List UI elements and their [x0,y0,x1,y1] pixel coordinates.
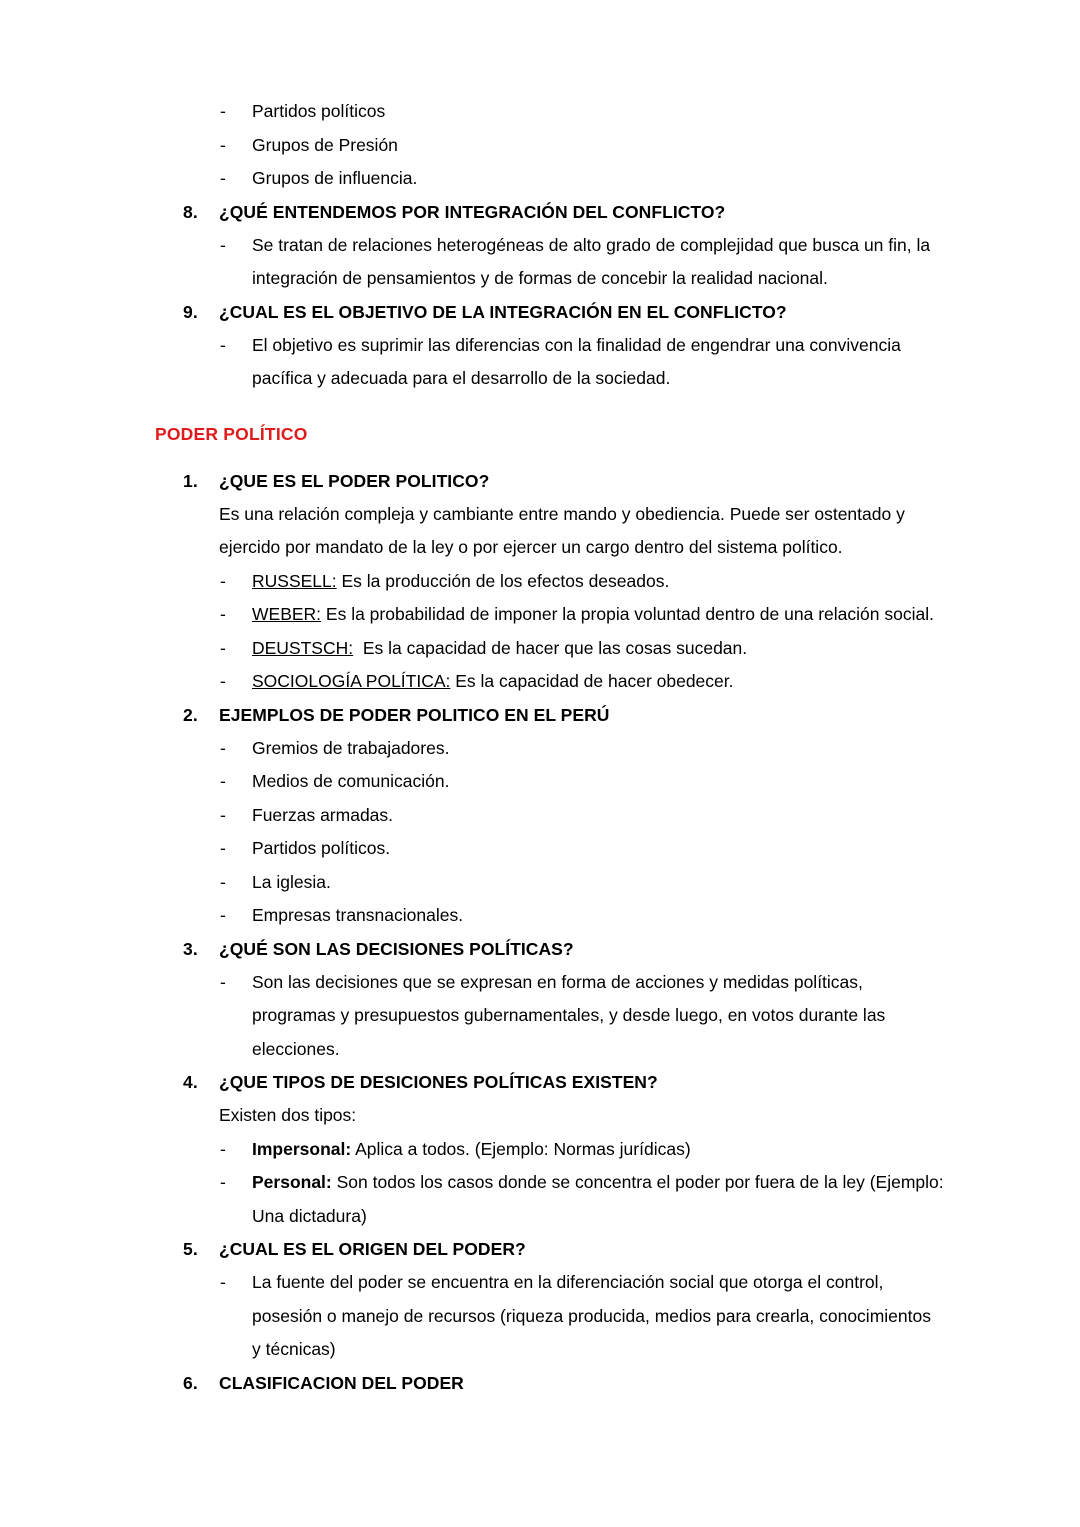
dash-bullet-icon: - [220,905,226,925]
dash-bullet-icon: - [220,971,226,992]
question-9 [0,296,1080,329]
question-number: 1. [183,470,198,491]
question-number: 5. [183,1239,198,1259]
question-number: 6. [183,1372,198,1393]
definition-text: Es la capacidad de hacer que las cosas sucedan. [353,637,748,658]
list-item [0,899,1080,933]
question-title: ¿CUAL ES EL OBJETIVO DE LA INTEGRACIÓN EN EL CONFLICTO? [219,301,787,322]
question-number: 2. [183,704,198,725]
dash-bullet-icon: - [220,871,226,892]
dash-bullet-icon: - [220,737,226,758]
answer-text: Se tratan de relaciones heterogéneas de alto grado de complejidad que busca un fin, la integración de pensamientos y de formas de concebir la realidad nacional. [252,234,931,288]
type-term: Personal: [252,1172,332,1192]
type-item [0,1166,1080,1233]
dash-bullet-icon: - [220,671,226,691]
answer-paragraph: Existen dos tipos: [219,1105,357,1125]
question-4 [0,1066,1080,1099]
question-number: 8. [183,201,198,222]
question-title: ¿CUAL ES EL ORIGEN DEL PODER? [219,1239,526,1259]
list-item [0,765,1080,799]
top-margin [0,0,1080,95]
question-number: 9. [183,301,198,322]
definition-item [0,598,1080,632]
dash-bullet-icon: - [220,771,226,791]
question-title: ¿QUE ES EL PODER POLITICO? [219,470,490,491]
question-title: ¿QUÉ SON LAS DECISIONES POLÍTICAS? [219,938,574,959]
answer-item [0,329,1080,396]
definition-text: Es la probabilidad de imponer la propia voluntad dentro de una relación social. [321,604,934,624]
dash-bullet-icon: - [220,838,226,858]
type-item [0,1133,1080,1167]
question-number: 3. [183,938,198,959]
question-5 [0,1233,1080,1266]
list-item [0,162,1080,196]
type-term: Impersonal: [252,1138,352,1159]
list-item-text: Grupos de influencia. [252,168,418,188]
dash-bullet-icon: - [220,604,226,624]
question-title: CLASIFICACION DEL PODER [219,1372,464,1393]
question-title: ¿QUE TIPOS DE DESICIONES POLÍTICAS EXISTEN? [219,1072,658,1092]
question-number: 4. [183,1072,198,1092]
answer-item [0,1266,1080,1367]
question-title: ¿QUÉ ENTENDEMOS POR INTEGRACIÓN DEL CONFLICTO? [219,201,726,222]
dash-bullet-icon: - [220,1172,226,1192]
definition-item [0,632,1080,666]
list-item-text: Medios de comunicación. [252,771,450,791]
definition-text: Es la capacidad de hacer obedecer. [450,671,734,691]
question-6 [0,1367,1080,1400]
definition-text: Es la producción de los efectos deseados. [336,570,670,591]
list-item-text: Partidos políticos. [252,838,391,858]
definition-term: RUSSELL: [252,570,337,591]
definition-term: SOCIOLOGÍA POLÍTICA: [252,671,451,691]
top-bullet-list [0,95,1080,196]
dash-bullet-icon: - [220,334,226,355]
definition-term: WEBER: [252,604,322,624]
definition-term: DEUSTSCH: [252,637,354,658]
question-8 [0,196,1080,229]
dash-bullet-icon: - [220,1272,226,1292]
dash-bullet-icon: - [220,168,226,188]
dash-bullet-icon: - [220,804,226,825]
answer-text: El objetivo es suprimir las diferencias con la finalidad de engendrar una convivencia pacífica y adecuada para el desarrollo de la sociedad. [252,334,901,388]
definition-item [0,565,1080,599]
question-title: EJEMPLOS DE PODER POLITICO EN EL PERÚ [219,704,610,725]
definition-item [0,665,1080,699]
dash-bullet-icon: - [220,134,226,155]
list-item [0,832,1080,866]
list-item-text: Grupos de Presión [252,134,398,155]
list-item [0,129,1080,163]
list-item-text: Gremios de trabajadores. [252,737,450,758]
question-1 [0,465,1080,498]
list-item [0,732,1080,766]
answer-item [0,966,1080,1067]
dash-bullet-icon: - [220,234,226,255]
answer-text: La fuente del poder se encuentra en la diferenciación social que otorga el control, posesión o manejo de recursos (riqueza producida, medios para crearla, conocimientos y técnicas) [252,1272,931,1359]
list-item-text: La iglesia. [252,871,331,892]
question-2 [0,699,1080,732]
section-gap [0,396,1080,418]
dash-bullet-icon: - [220,101,226,121]
answer-item [0,229,1080,296]
section-heading-poder-politico: PODER POLÍTICO [155,423,308,444]
type-text: Aplica a todos. (Ejemplo: Normas jurídicas) [351,1138,691,1159]
dash-bullet-icon: - [220,570,226,591]
list-item [0,866,1080,900]
list-item-text: Empresas transnacionales. [252,905,464,925]
answer-text: Son las decisiones que se expresan en forma de acciones y medidas políticas, programas y presupuestos gubernamentales, y desde luego, en votos durante las elecciones. [252,971,886,1059]
type-text: Son todos los casos donde se concentra el poder por fuera de la ley (Ejemplo: Una dictadura) [252,1172,944,1226]
list-item-text: Partidos políticos [252,101,386,121]
question-3 [0,933,1080,966]
dash-bullet-icon: - [220,1138,226,1159]
dash-bullet-icon: - [220,637,226,658]
list-item-text: Fuerzas armadas. [252,804,394,825]
section-gap [0,451,1080,465]
list-item [0,799,1080,833]
answer-paragraph: Es una relación compleja y cambiante entre mando y obediencia. Puede ser ostentado y ejercido por mandato de la ley o por ejercer un cargo dentro del sistema político. [219,503,905,557]
list-item [0,95,1080,129]
